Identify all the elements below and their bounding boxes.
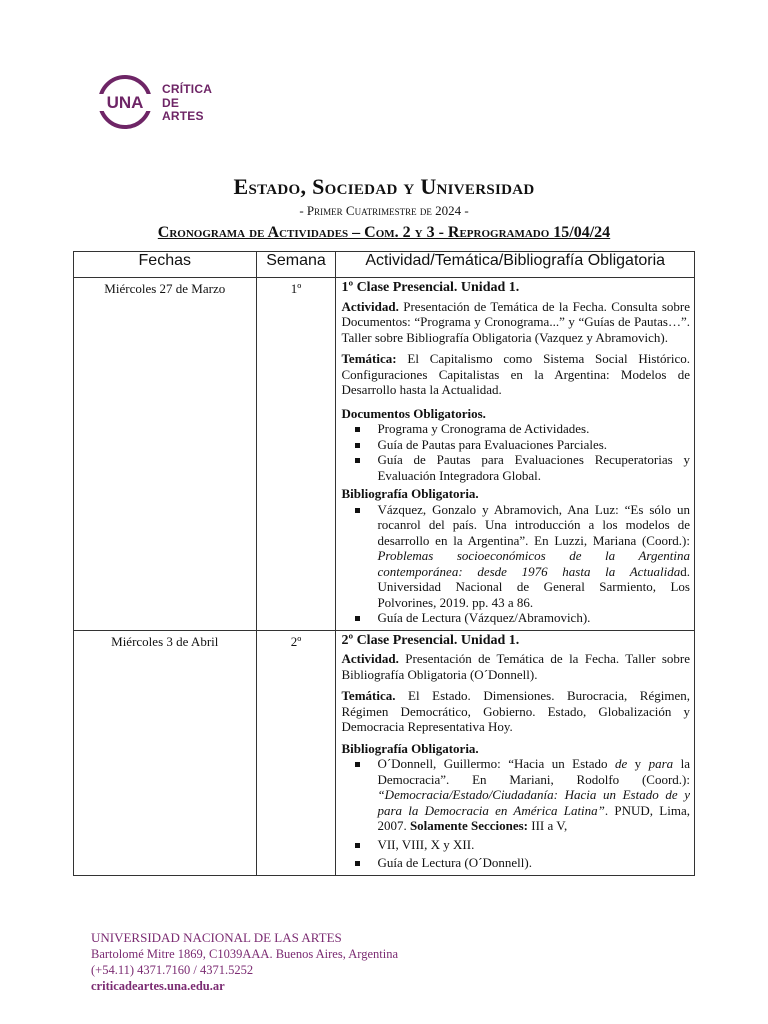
list-item: Guía de Lectura (Vázquez/Abramovich).	[377, 610, 690, 626]
class-title: 2º Clase Presencial. Unidad 1.	[341, 632, 520, 648]
bibliografia-heading: Bibliografía Obligatoria.	[341, 486, 479, 501]
logo-line-2: DE ARTES	[162, 96, 204, 123]
header-actividad: Actividad/Temática/Bibliografía Obligatoria	[336, 252, 695, 278]
footer-website-link[interactable]: criticadeartes.una.edu.ar	[91, 979, 225, 993]
table-row	[74, 630, 695, 875]
footer-phone: (+54.11) 4371.7160 / 4371.5252	[91, 963, 254, 977]
list-item: VII, VIII, X y XII.	[377, 837, 690, 853]
bibliografia-list	[341, 756, 690, 871]
schedule-heading: Cronograma de Actividades – Com. 2 y 3 - Reprogramado 15/04/24	[157, 224, 611, 241]
actividad-paragraph: Actividad. Presentación de Temática de la Fecha. Consulta sobre Documentos: “Programa y Cronograma...” y “Guías de Pautas…”. Taller sobre Bibliografía Obligatoria (Vazquez y Abramovich).	[341, 298, 690, 345]
row-date: Miércoles 27 de Marzo	[74, 278, 257, 631]
svg-text:UNA: UNA	[106, 93, 144, 112]
list-item: Vázquez, Gonzalo y Abramovich, Ana Luz: “Es sólo un rocanrol del país. Una introducción a los modelos de desarrollo en la Argentina”. En Luzzi, Mariana (Coord.): Problemas socioeconómicos de la Argentina contemporánea: desde 1976 hasta la Actualidad. Universidad Nacional de General Sarmiento, Los Polvorines, 2019. pp. 43 a 86.	[377, 501, 690, 610]
bibliografia-heading: Bibliografía Obligatoria.	[341, 740, 479, 756]
logo-line-1: CRÍTICA	[162, 82, 213, 96]
table-row	[74, 278, 695, 631]
actividad-paragraph: Actividad. Presentación de Temática de la Fecha. Taller sobre Bibliografía Obligatoria (O´Donnell).	[341, 651, 690, 682]
list-item: Guía de Lectura (O´Donnell).	[377, 855, 690, 871]
footer-address: Bartolomé Mitre 1869, C1039AAA. Buenos Aires, Argentina	[91, 947, 399, 961]
table-header-row	[74, 252, 695, 278]
list-item: Programa y Cronograma de Actividades.	[377, 421, 690, 437]
schedule-table	[73, 251, 695, 876]
list-item: O´Donnell, Guillermo: “Hacia un Estado de y para la Democracia”. En Mariani, Rodolfo (Coord.): “Democracia/Estado/Ciudadanía: Hacia un Estado de y para la Democracia en América Latina”. PNUD, Lima, 2007. Solamente Secciones: III a V,	[377, 756, 691, 833]
tematica-paragraph: Temática: El Capitalismo como Sistema Social Histórico. Configuraciones Capitalistas en la Argentina: Modelos de Desarrollo hasta la Actualidad.	[341, 351, 690, 397]
row-week: 2º	[256, 630, 336, 875]
una-logo-mark	[97, 74, 157, 130]
footer-institution: UNIVERSIDAD NACIONAL DE LAS ARTES	[91, 930, 342, 945]
document-title: Estado, Sociedad y Universidad	[233, 174, 535, 199]
una-logo	[97, 74, 217, 130]
header-fechas: Fechas	[74, 252, 257, 278]
header-semana: Semana	[256, 252, 336, 278]
row-week: 1º	[256, 278, 336, 631]
bibliografia-list	[341, 502, 690, 626]
footer	[91, 930, 398, 994]
class-title: 1º Clase Presencial. Unidad 1.	[341, 280, 520, 295]
row-activity	[336, 630, 695, 875]
row-date: Miércoles 3 de Abril	[74, 630, 257, 875]
document-subtitle: - Primer Cuatrimestre de 2024 -	[299, 203, 469, 218]
list-item: Guía de Pautas para Evaluaciones Recuperatorias y Evaluación Integradora Global.	[377, 452, 690, 483]
documentos-list	[341, 421, 690, 483]
row-activity	[336, 278, 695, 631]
tematica-paragraph: Temática. El Estado. Dimensiones. Burocracia, Régimen, Régimen Democrático, Gobierno. Estado, Globalización y Democracia Representativa Hoy.	[341, 688, 690, 734]
list-item: Guía de Pautas para Evaluaciones Parciales.	[377, 437, 690, 453]
documentos-heading: Documentos Obligatorios.	[341, 405, 486, 421]
